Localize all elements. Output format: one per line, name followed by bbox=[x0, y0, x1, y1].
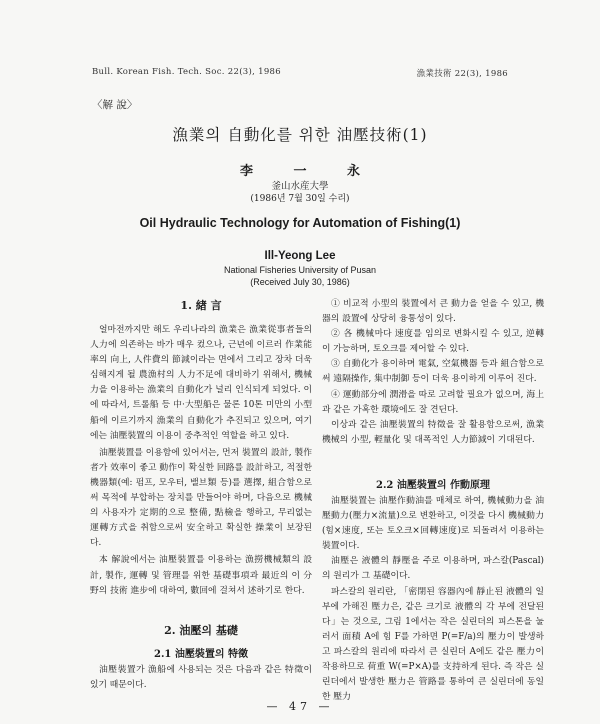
feature-item: ② 各 機械마다 速度를 임의로 변화시킬 수 있고, 逆轉이 가능하며, 토오크를 제어할 수 있다. bbox=[322, 329, 544, 355]
paragraph: 얼마전까지만 해도 우리나라의 漁業은 漁業從事者들의 人力에 의존하는 바가 매우 컸으나, 근년에 이르러 作業能率의 向上, 人件費의 節減이라는 면에서 그리고 장차 더욱 심해지게 될 農漁村의 人力不足에 대비하기 위해서, 機械力을 이용하는 漁業의 自動化가 널리 인식되게 되었다. 이에 따라서, 트롤船 등 中·大型船은 물론 10톤 미만의 小型船에 이르기까지 漁業의 自動化가 추진되고 있으며, 여기에는 油壓裝置의 이용이 중추적인 역할을 하고 있다. bbox=[90, 325, 312, 441]
features-intro-text bbox=[90, 663, 312, 693]
paragraph: 이상과 같은 油壓裝置의 特徵을 잘 활용함으로써, 漁業機械의 小型, 輕量化 및 대폭적인 人力節減이 기대된다. bbox=[322, 419, 544, 445]
running-header-right: 漁業技術 22(3), 1986 bbox=[416, 69, 508, 79]
paragraph: 本 解說에서는 油壓裝置를 이용하는 漁撈機械類의 設計, 製作, 運轉 및 管理를 위한 基礎事項과 最近의 이 分野의 技術 進步에 대하여, 數回에 걸쳐서 述하기로 한다. bbox=[90, 555, 312, 596]
english-author: Ill-Yeong Lee bbox=[264, 250, 336, 262]
korean-title: 漁業의 自動化를 위한 油壓技術(1) bbox=[172, 126, 428, 144]
introduction-text bbox=[90, 323, 312, 599]
paragraph: 油壓裝置는 油壓作動油를 매체로 하여, 機械動力을 油壓動力(壓力×流量)으로 변환하고, 이것을 다시 機械動力(힘×速度, 또는 토오크×回轉速度)로 되돌려서 이용하는 裝置이다. bbox=[322, 496, 544, 552]
features-list bbox=[322, 297, 544, 448]
korean-author: 李 一 永 bbox=[239, 164, 361, 179]
section-heading-introduction: 1. 緖 言 bbox=[180, 299, 222, 312]
feature-item: ① 비교적 小型의 裝置에서 큰 動力을 얻을 수 있고, 機器의 設置에 상당히 융통성이 있다. bbox=[322, 299, 544, 325]
korean-date: (1986년 7월 30일 수리) bbox=[250, 194, 350, 204]
feature-item: ④ 運動部分에 潤滑을 따로 고려할 필요가 없으며, 海上과 같은 가혹한 環境에도 잘 견딘다. bbox=[322, 389, 544, 415]
article-type: 〈解 說〉 bbox=[92, 99, 138, 111]
running-header-left: Bull. Korean Fish. Tech. Soc. 22(3), 1986 bbox=[92, 67, 281, 77]
section-heading-basics: 2. 油壓의 基礎 bbox=[164, 624, 238, 637]
paragraph: 油壓은 液體의 靜壓을 주로 이용하며, 파스칼(Pascal)의 원리가 그 基礎이다. bbox=[322, 556, 544, 582]
english-affiliation: National Fisheries University of Pusan bbox=[223, 265, 377, 275]
principle-text bbox=[322, 494, 544, 705]
feature-item: ③ 自動化가 용이하며 電氣, 空氣機器 등과 組合함으로써 遠隔操作, 集中制御 등이 더욱 용이하게 이루어 진다. bbox=[322, 359, 544, 385]
subsection-heading-principle: 2.2 油壓裝置의 作動原理 bbox=[375, 480, 491, 491]
english-title: Oil Hydraulic Technology for Automation of Fishing(1) bbox=[139, 216, 461, 230]
page-number: — 47 — bbox=[266, 700, 334, 713]
paragraph: 油壓裝置가 漁船에 사용되는 것은 다음과 같은 特徵이 있기 때문이다. bbox=[90, 665, 312, 691]
english-received: (Received July 30, 1986) bbox=[250, 277, 350, 287]
paragraph: 油壓裝置를 이용함에 있어서는, 먼저 裝置의 設計, 製作者가 效率이 좋고 動作이 확실한 回路를 設計하고, 적절한 機器類(예: 펌프, 모우터, 밸브類 등)를 選擇, 組合함으로써 목적에 부합하는 장치를 만들어야 하며, 다음으로 機械의 사용자가 定期的으로 整備, 點檢을 행하고, 무리없는 運轉方式을 취함으로써 安全하고 확실한 操業이 보장된다. bbox=[90, 447, 312, 549]
subsection-heading-features: 2.1 油壓裝置의 特徵 bbox=[153, 649, 249, 660]
korean-affiliation: 釜山水産大學 bbox=[271, 181, 329, 192]
paragraph: 파스칼의 원리란, 「密閉된 容器內에 靜止된 液體의 일부에 가해진 壓力은, 같은 크기로 液體의 각 부에 전달된다」는 것으로, 그림 1에서는 작은 실린더의 피스톤을 눌러서 面積 A에 힘 F를 가하면 P(=F/a)의 壓力이 발생하고 파스칼의 원리에 따라서 큰 실린더 A에도 같은 壓力이 작용하므로 荷重 W(=P×A)를 支持하게 된다. 즉 작은 실린더에서 발생한 壓力은 管路를 통하여 큰 실린더에 동일한 壓力 bbox=[322, 586, 544, 703]
